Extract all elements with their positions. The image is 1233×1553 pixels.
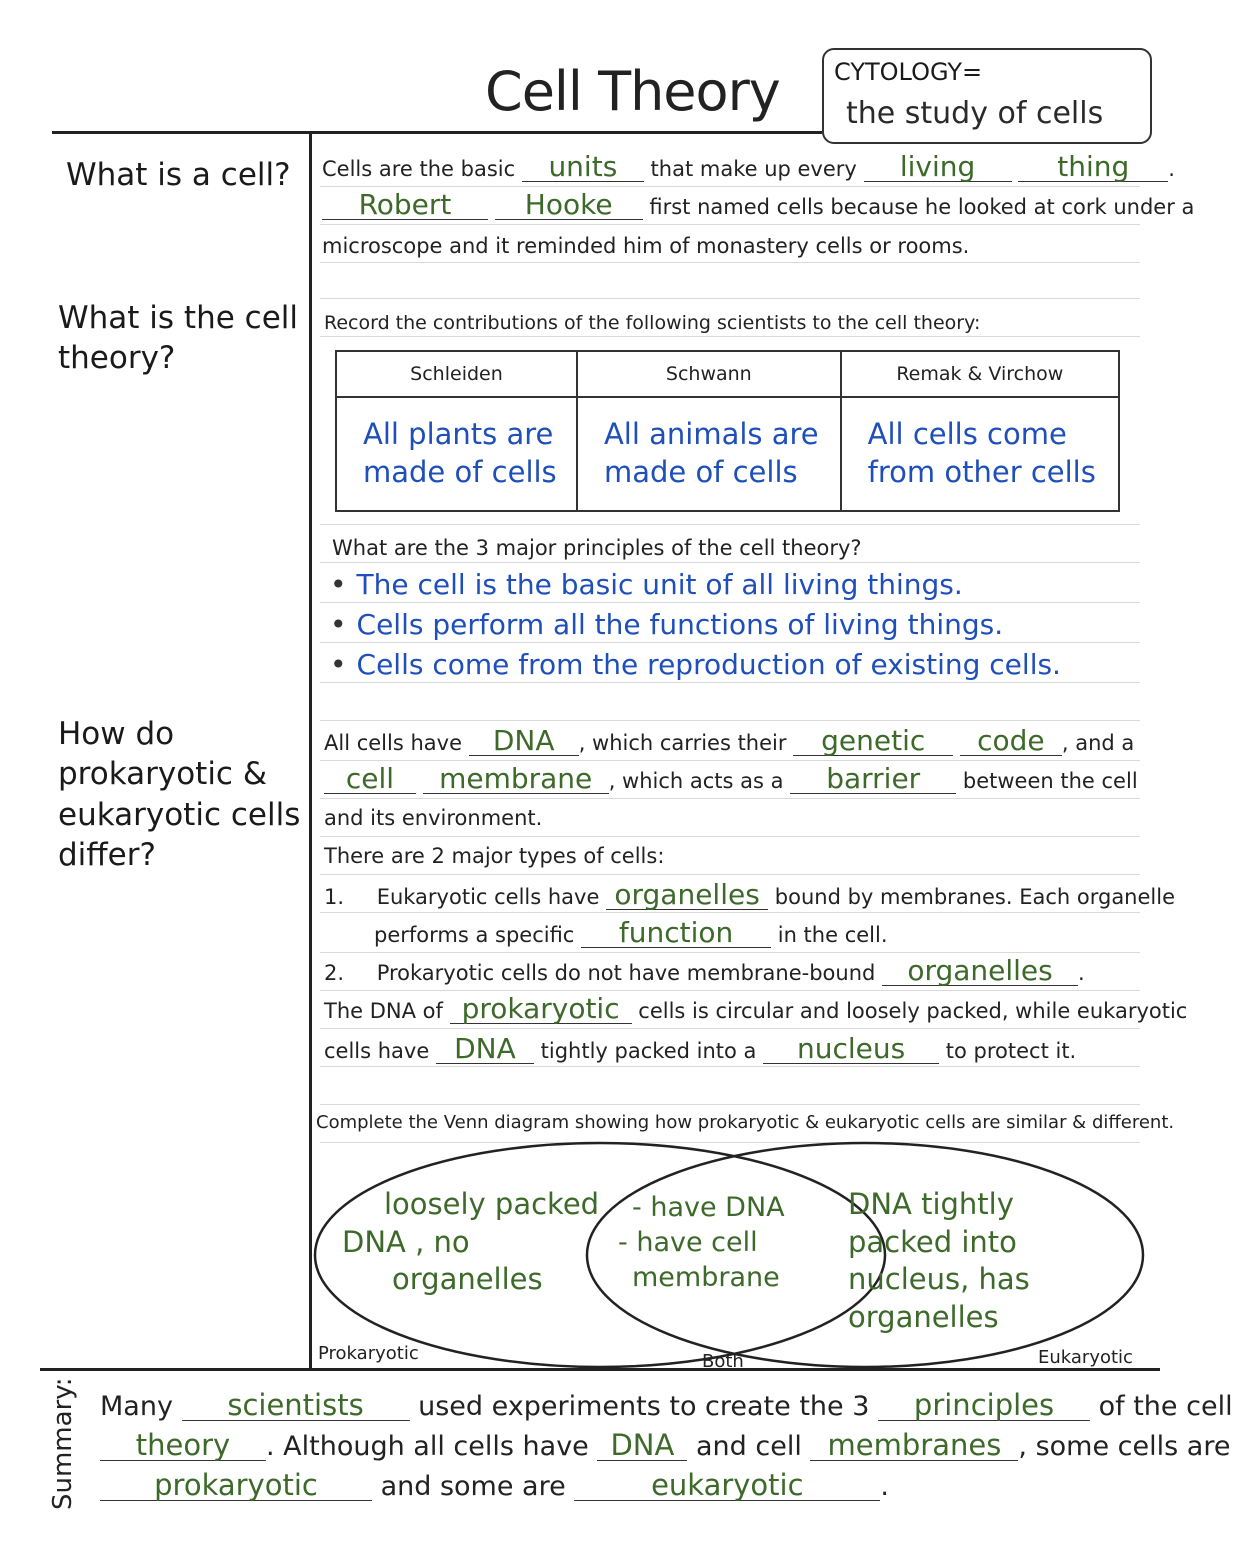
answer-hooke: Hooke (495, 190, 643, 220)
ruled-line (320, 874, 1140, 875)
ruled-line (320, 602, 1140, 603)
header-schleiden: Schleiden (336, 351, 577, 397)
answer-organelles-2: organelles (882, 956, 1078, 986)
answer-barrier: barrier (790, 764, 956, 794)
answer-summary-dna: DNA (597, 1430, 687, 1461)
principle-item: • Cells perform all the functions of living things. (330, 608, 1004, 641)
summary-label: Summary: (48, 1377, 78, 1510)
ruled-line (320, 798, 1140, 799)
cell-definition-line-1: Cells are the basic units that make up every living thing . (322, 150, 1175, 183)
summary-line-2: theory . Although all cells have DNA and cell membranes , some cells are (100, 1430, 1230, 1462)
scientists-instruction: Record the contributions of the following scientists to the cell theory: (324, 312, 981, 334)
ruled-line (320, 262, 1140, 263)
answer-nucleus: nucleus (763, 1034, 939, 1064)
answer-cell: cell (324, 764, 416, 794)
differ-line-8: The DNA of prokaryotic cells is circular and loosely packed, while eukaryotic (324, 992, 1188, 1025)
ruled-line (320, 760, 1140, 761)
question-line: prokaryotic & (58, 756, 268, 793)
ruled-line (320, 1066, 1140, 1067)
venn-label-eukaryotic: Eukaryotic (1038, 1347, 1133, 1368)
venn-label-both: Both (702, 1351, 744, 1372)
cytology-box (822, 48, 1152, 144)
question-line: differ? (58, 836, 156, 873)
cytology-term: CYTOLOGY= (834, 58, 983, 86)
differ-line-3: and its environment. (324, 806, 543, 830)
answer-scientists: scientists (182, 1390, 410, 1421)
ruled-line (320, 1104, 1140, 1105)
answer-prokaryotic: prokaryotic (450, 994, 632, 1024)
ruled-line (320, 990, 1140, 991)
answer-robert: Robert (322, 190, 488, 220)
scientists-table (335, 350, 1120, 512)
question-what-is-a-cell: What is a cell? (66, 157, 291, 193)
answer-dna: DNA (469, 726, 579, 756)
principle-item: • Cells come from the reproduction of existing cells. (330, 648, 1061, 681)
differ-line-1: All cells have DNA , which carries their genetic code , and a (324, 724, 1135, 757)
ruled-line (320, 720, 1140, 721)
answer-organelles: organelles (606, 880, 768, 910)
ruled-line (320, 836, 1140, 837)
answer-genetic: genetic (793, 726, 953, 756)
answer-eukaryotic: eukaryotic (574, 1470, 880, 1501)
answer-units: units (522, 152, 644, 182)
differ-line-4: There are 2 major types of cells: (324, 844, 665, 868)
ruled-line (320, 336, 1140, 337)
question-line: What is the cell (58, 300, 298, 336)
page-title: Cell Theory (485, 60, 780, 123)
differ-line-6: performs a specific function in the cell. (374, 916, 888, 949)
summary-line-3: prokaryotic and some are eukaryotic . (100, 1470, 889, 1502)
summary-line-1: Many scientists used experiments to create the 3 principles of the cell (100, 1388, 1233, 1422)
venn-eukaryotic-text: DNA tightly packed into nucleus, has organelles (848, 1187, 1030, 1335)
answer-thing: thing (1018, 152, 1168, 182)
cytology-definition: the study of cells (846, 96, 1104, 131)
ruled-line (320, 1028, 1140, 1029)
cell-definition-line-3: microscope and it reminded him of monastery cells or rooms. (322, 234, 970, 258)
differ-line-7: 2. Prokaryotic cells do not have membrane-bound organelles . (324, 954, 1085, 987)
principles-question: What are the 3 major principles of the cell theory? (332, 536, 862, 560)
answer-theory: theory (100, 1430, 266, 1461)
answer-function: function (581, 918, 771, 948)
header-rule (52, 131, 822, 134)
answer-code: code (960, 726, 1062, 756)
question-cells-differ (58, 714, 300, 875)
ruled-line (320, 298, 1140, 299)
cell-definition-line-2: Robert Hooke first named cells because he looked at cork under a (322, 190, 1194, 220)
principle-item: • The cell is the basic unit of all living things. (330, 568, 963, 601)
ruled-line (320, 186, 1140, 187)
ruled-line (320, 642, 1140, 643)
header-remak-virchow: Remak & Virchow (841, 351, 1119, 397)
answer-summary-prokaryotic: prokaryotic (100, 1470, 372, 1501)
answer-schwann: All animals are made of cells (577, 397, 841, 511)
answer-remak-virchow: All cells come from other cells (841, 397, 1119, 511)
ruled-line (320, 912, 1140, 913)
venn-both-text: - have DNA - have cell membrane (618, 1192, 785, 1294)
answer-membrane: membrane (423, 764, 609, 794)
question-line: How do (58, 716, 175, 752)
ruled-line (320, 224, 1140, 225)
differ-line-2: cell membrane , which acts as a barrier between the cell (324, 764, 1138, 794)
differ-line-9: cells have DNA tightly packed into a nucleus to protect it. (324, 1032, 1077, 1065)
answer-dna-2: DNA (436, 1034, 534, 1064)
differ-line-5: 1. Eukaryotic cells have organelles bound by membranes. Each organelle (324, 878, 1176, 911)
question-cell-theory (58, 298, 298, 379)
ruled-line (320, 524, 1140, 525)
ruled-line (320, 952, 1140, 953)
answer-membranes: membranes (810, 1430, 1018, 1461)
question-line: eukaryotic cells (58, 796, 301, 833)
question-line: theory? (58, 340, 176, 377)
venn-label-prokaryotic: Prokaryotic (318, 1343, 419, 1364)
answer-living: living (864, 152, 1012, 182)
venn-instruction: Complete the Venn diagram showing how prokaryotic & eukaryotic cells are similar & different. (316, 1112, 1175, 1133)
ruled-line (320, 682, 1140, 683)
answer-principles: principles (878, 1390, 1090, 1421)
answer-schleiden: All plants are made of cells (336, 397, 577, 511)
header-schwann: Schwann (577, 351, 841, 397)
venn-prokaryotic-text: loosely packed DNA , no organelles (342, 1187, 600, 1297)
ruled-line (320, 562, 1140, 563)
